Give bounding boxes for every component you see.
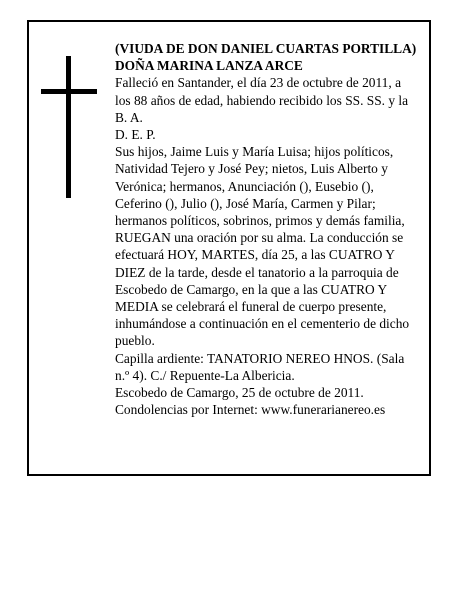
widow-heading: (VIUDA DE DON DANIEL CUARTAS PORTILLA) [115,41,417,56]
deceased-name: DOÑA MARINA LANZA ARCE [115,58,303,74]
latin-cross-icon [41,56,97,198]
cross-vertical-bar [66,56,71,198]
obituary-notice [27,20,431,476]
family-paragraph: Sus hijos, Jaime Luis y María Luisa; hijos políticos, Natividad Tejero y José Pey; nietos, Luis Alberto y Verónica; hermanos, Anunciación (), Eusebio (), Ceferino (), Julio (), José María, Carmen y Pilar; hermanos políticos, sobrinos, primos y demás familia, RUEGAN una oración por su alma. La conducción se efectuará HOY, MARTES, día 25, a las CUATRO Y DIEZ de la tarde, desde el tanatorio a la parroquia de Escobedo de Camargo, en la que a las CUATRO Y MEDIA se celebrará el funeral de cuerpo presente, inhumándose a continuación en el cementerio de dicho pueblo. [115,144,410,349]
chapel-line: Capilla ardiente: TANATORIO NEREO HNOS. (Sala n.º 4). C./ Repuente-La Albericia. [115,350,405,383]
death-paragraph: Falleció en Santander, el día 23 de octubre de 2011, a los 88 años de edad, habiendo recibido los SS. SS. y la B. A. [115,75,409,125]
cross-horizontal-bar [41,89,97,94]
condolences-line: Condolencias por Internet: www.funerarianereo.es [115,402,386,418]
notice-text [115,40,417,418]
place-date-line: Escobedo de Camargo, 25 de octubre de 2011. [115,385,364,401]
rip-line: D. E. P. [115,127,156,143]
